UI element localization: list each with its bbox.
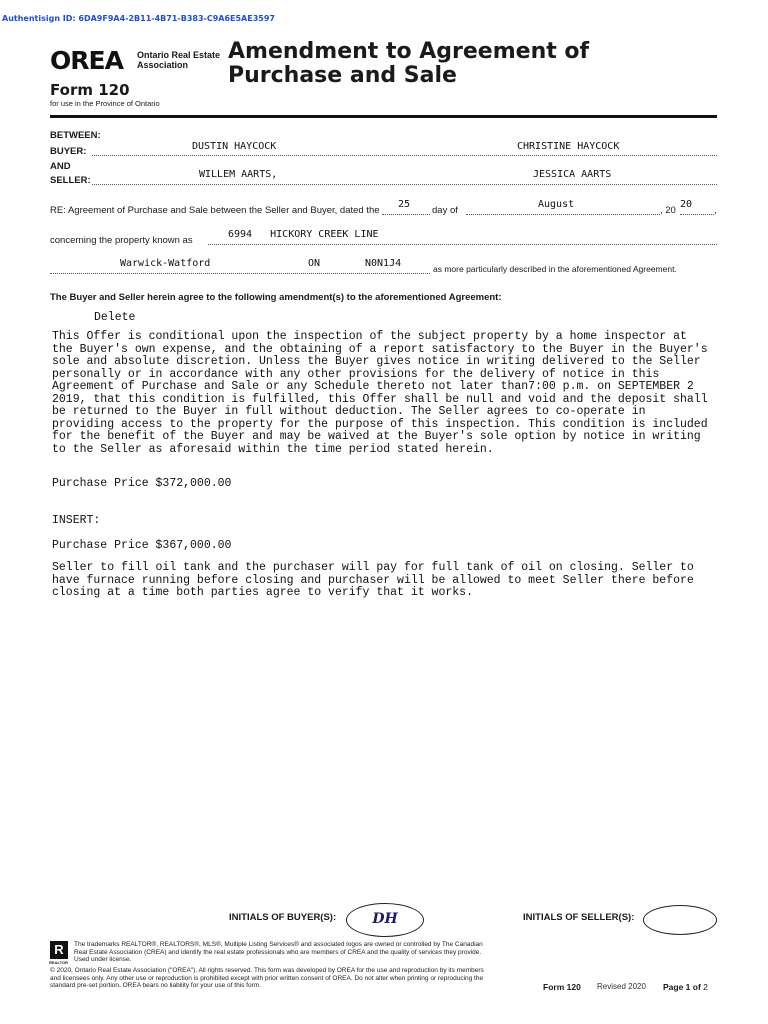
association-name — [137, 50, 227, 70]
realtor-logo-icon: R — [50, 941, 68, 959]
footer-form-number: Form 120 — [543, 982, 581, 992]
seller-name-1[interactable]: WILLEM AARTS, — [199, 169, 278, 180]
property-line — [208, 244, 717, 245]
city-line — [50, 273, 430, 274]
dated-year[interactable]: 20 — [680, 199, 693, 210]
buyer-initials-signature: DH — [372, 911, 398, 927]
dated-day[interactable]: 25 — [398, 199, 411, 210]
footer-revised: Revised 2020 — [597, 982, 646, 991]
condition-clause: This Offer is conditional upon the inspection of the subject property by a home inspector at the Buyer's own expense, and the obtaining of a report satisfactory to the Buyer in the Buyer's sole and absolute discretion. Unless the Buyer gives notice in writing delivered to the Seller personally or in accordance with any other provisions for the delivery of notice in this Agreement of Purchase and Sale or any Schedule thereto not later than7:00 p.m. on SEPTEMBER 2 2019, that this condition is fulfilled, this Offer shall be null and void and the deposit shall be returned to the Buyer in full without deduction. The Seller agrees to co-operate in providing access to the property for the purpose of this inspection. This condition is included for the benefit of the Buyer and may be waived at the Buyer's sole option by notice in writing to the Seller as aforesaid within the time period stated herein. — [52, 330, 715, 456]
buyer-initials-label: INITIALS OF BUYER(S): — [229, 912, 337, 923]
form-number: Form 120 — [50, 81, 130, 99]
year-suffix: , — [714, 205, 717, 216]
insert-label: INSERT: — [52, 514, 101, 527]
property-province[interactable]: ON — [308, 258, 321, 269]
trademark-notice: The trademarks REALTOR®, REALTORS®, MLS®, Multiple Listing Services® and associated logos are owned or controlled by The Canadian Real Estate Association (CREA) and identify the real estate professionals who are members of CREA and the quality of services they provide. Used under license. — [74, 941, 483, 963]
property-postal[interactable]: N0N1J4 — [365, 258, 402, 269]
seller-initials-label: INITIALS OF SELLER(S): — [523, 912, 635, 923]
oil-tank-clause: Seller to fill oil tank and the purchaser will pay for full tank of oil on closing. Seller to have furnace running before closing and purchaser will be allowed to meet Seller there before closing at a time both parties agree to verify that it works. — [52, 561, 701, 599]
dated-month[interactable]: August — [538, 199, 575, 210]
old-purchase-price: Purchase Price $372,000.00 — [52, 477, 232, 490]
re-text: RE: Agreement of Purchase and Sale between the Seller and Buyer, dated the — [50, 205, 380, 216]
header-rule — [50, 115, 717, 118]
agreement-statement: The Buyer and Seller herein agree to the following amendment(s) to the aforementioned Agreement: — [50, 292, 502, 303]
association-line-1: Ontario Real Estate — [137, 50, 221, 60]
property-city[interactable]: Warwick-Watford — [120, 258, 211, 269]
property-suffix: as more particularly described in the aforementioned Agreement. — [433, 264, 677, 274]
footer-page-number — [663, 982, 708, 992]
buyer-name-2[interactable]: CHRISTINE HAYCOCK — [517, 141, 620, 152]
buyer-name-1[interactable]: DUSTIN HAYCOCK — [192, 141, 277, 152]
new-purchase-price: Purchase Price $367,000.00 — [52, 539, 232, 552]
day-line — [382, 214, 430, 215]
year-prefix: , 20 — [660, 205, 676, 216]
between-label: BETWEEN: — [50, 130, 101, 141]
buyer-line — [92, 155, 717, 156]
year-line — [680, 214, 714, 215]
seller-label: SELLER: — [50, 175, 91, 186]
seller-name-2[interactable]: JESSICA AARTS — [533, 169, 612, 180]
page-label: Page 1 of — [663, 982, 701, 992]
seller-line — [92, 184, 717, 185]
association-line-2: Association — [137, 60, 189, 70]
property-address[interactable]: 6994 HICKORY CREEK LINE — [228, 229, 379, 240]
orea-logo: OREA — [50, 46, 123, 75]
authentisign-id: Authentisign ID: 6DA9F9A4-2B11-4B71-B383-C9A6E5AE3597 — [2, 14, 275, 23]
buyer-initials-box[interactable] — [346, 903, 424, 937]
form-title-line-2: Purchase and Sale — [228, 63, 457, 88]
form-title-line-1: Amendment to Agreement of — [228, 39, 590, 64]
property-label: concerning the property known as — [50, 235, 193, 246]
day-of-label: day of — [432, 205, 458, 216]
month-line — [466, 214, 660, 215]
realtor-logo-text: REALTOR — [49, 960, 68, 965]
and-label: AND — [50, 161, 71, 172]
province-note: for use in the Province of Ontario — [50, 99, 160, 108]
delete-label: Delete — [94, 311, 136, 324]
form-title — [228, 40, 648, 88]
copyright-notice: © 2020, Ontario Real Estate Association ("OREA"). All rights reserved. This form was developed by OREA for the use and reproduction by its members and licensees only. Any other use or reproduction is prohibited except with prior written consent of OREA. Do not alter when printing or reproducing the standard pre-set portion. OREA bears no liability for your use of this form. — [50, 967, 484, 989]
page-total: 2 — [703, 982, 708, 992]
seller-initials-box[interactable] — [643, 905, 717, 935]
buyer-label: BUYER: — [50, 146, 87, 157]
